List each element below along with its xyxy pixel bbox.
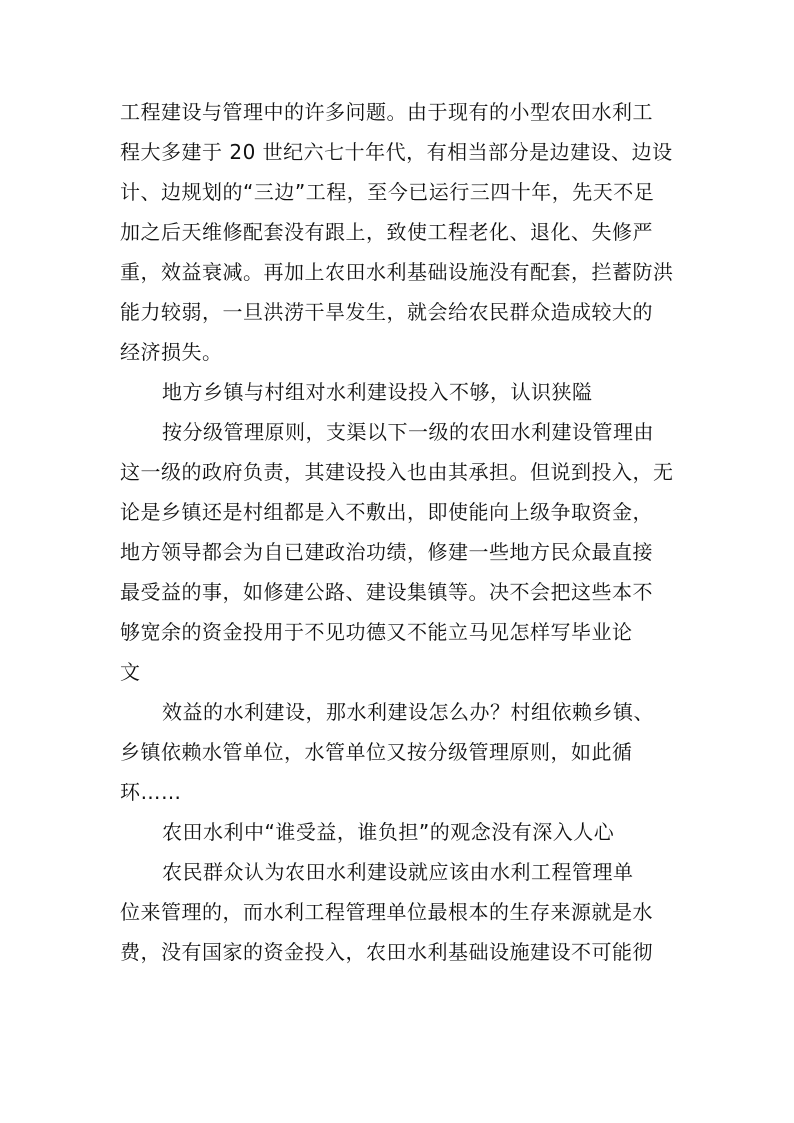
text-line: 工程建设与管理中的许多问题。由于现有的小型农田水利工 (120, 100, 653, 124)
text-line: 文 (120, 660, 141, 684)
text-line: 论是乡镇还是村组都是入不敷出，即使能向上级争取资金， (120, 500, 653, 524)
text-line: 经济损失。 (120, 340, 223, 364)
text-line: 环…… (120, 780, 182, 804)
text-line: 地方领导都会为自已建政治功绩，修建一些地方民众最直接 (120, 540, 653, 564)
text-line: 按分级管理原则，支渠以下一级的农田水利建设管理由 (162, 420, 654, 444)
text-line: 乡镇依赖水管单位，水管单位又按分级管理原则，如此循 (120, 740, 633, 764)
text-line: 最受益的事，如修建公路、建设集镇等。决不会把这些本不 (120, 580, 653, 604)
text-line: 能力较弱，一旦洪涝干旱发生，就会给农民群众造成较大的 (120, 300, 653, 324)
text-line: 这一级的政府负责，其建设投入也由其承担。但说到投入，无 (120, 460, 674, 484)
document-body (120, 92, 680, 972)
text-line: 程大多建于 20 世纪六七十年代，有相当部分是边建设、边设 (120, 140, 673, 164)
text-line: 费，没有国家的资金投入，农田水利基础设施建设不可能彻 (120, 940, 653, 964)
text-line: 效益的水利建设，那水利建设怎么办？村组依赖乡镇、 (162, 700, 654, 724)
section-heading: 农田水利中“谁受益，谁负担”的观念没有深入人心 (162, 820, 615, 844)
text-line: 农民群众认为农田水利建设就应该由水利工程管理单 (162, 860, 634, 884)
text-line: 位来管理的，而水利工程管理单位最根本的生存来源就是水 (120, 900, 653, 924)
text-line: 重，效益衰减。再加上农田水利基础设施没有配套，拦蓄防洪 (120, 260, 674, 284)
text-line: 加之后天维修配套没有跟上，致使工程老化、退化、失修严 (120, 220, 653, 244)
text-line: 够宽余的资金投用于不见功德又不能立马见怎样写毕业论 (120, 620, 633, 644)
section-heading: 地方乡镇与村组对水利建设投入不够，认识狭隘 (162, 380, 593, 404)
text-line: 计、边规划的“三边”工程，至今已运行三四十年，先天不足 (120, 180, 655, 204)
